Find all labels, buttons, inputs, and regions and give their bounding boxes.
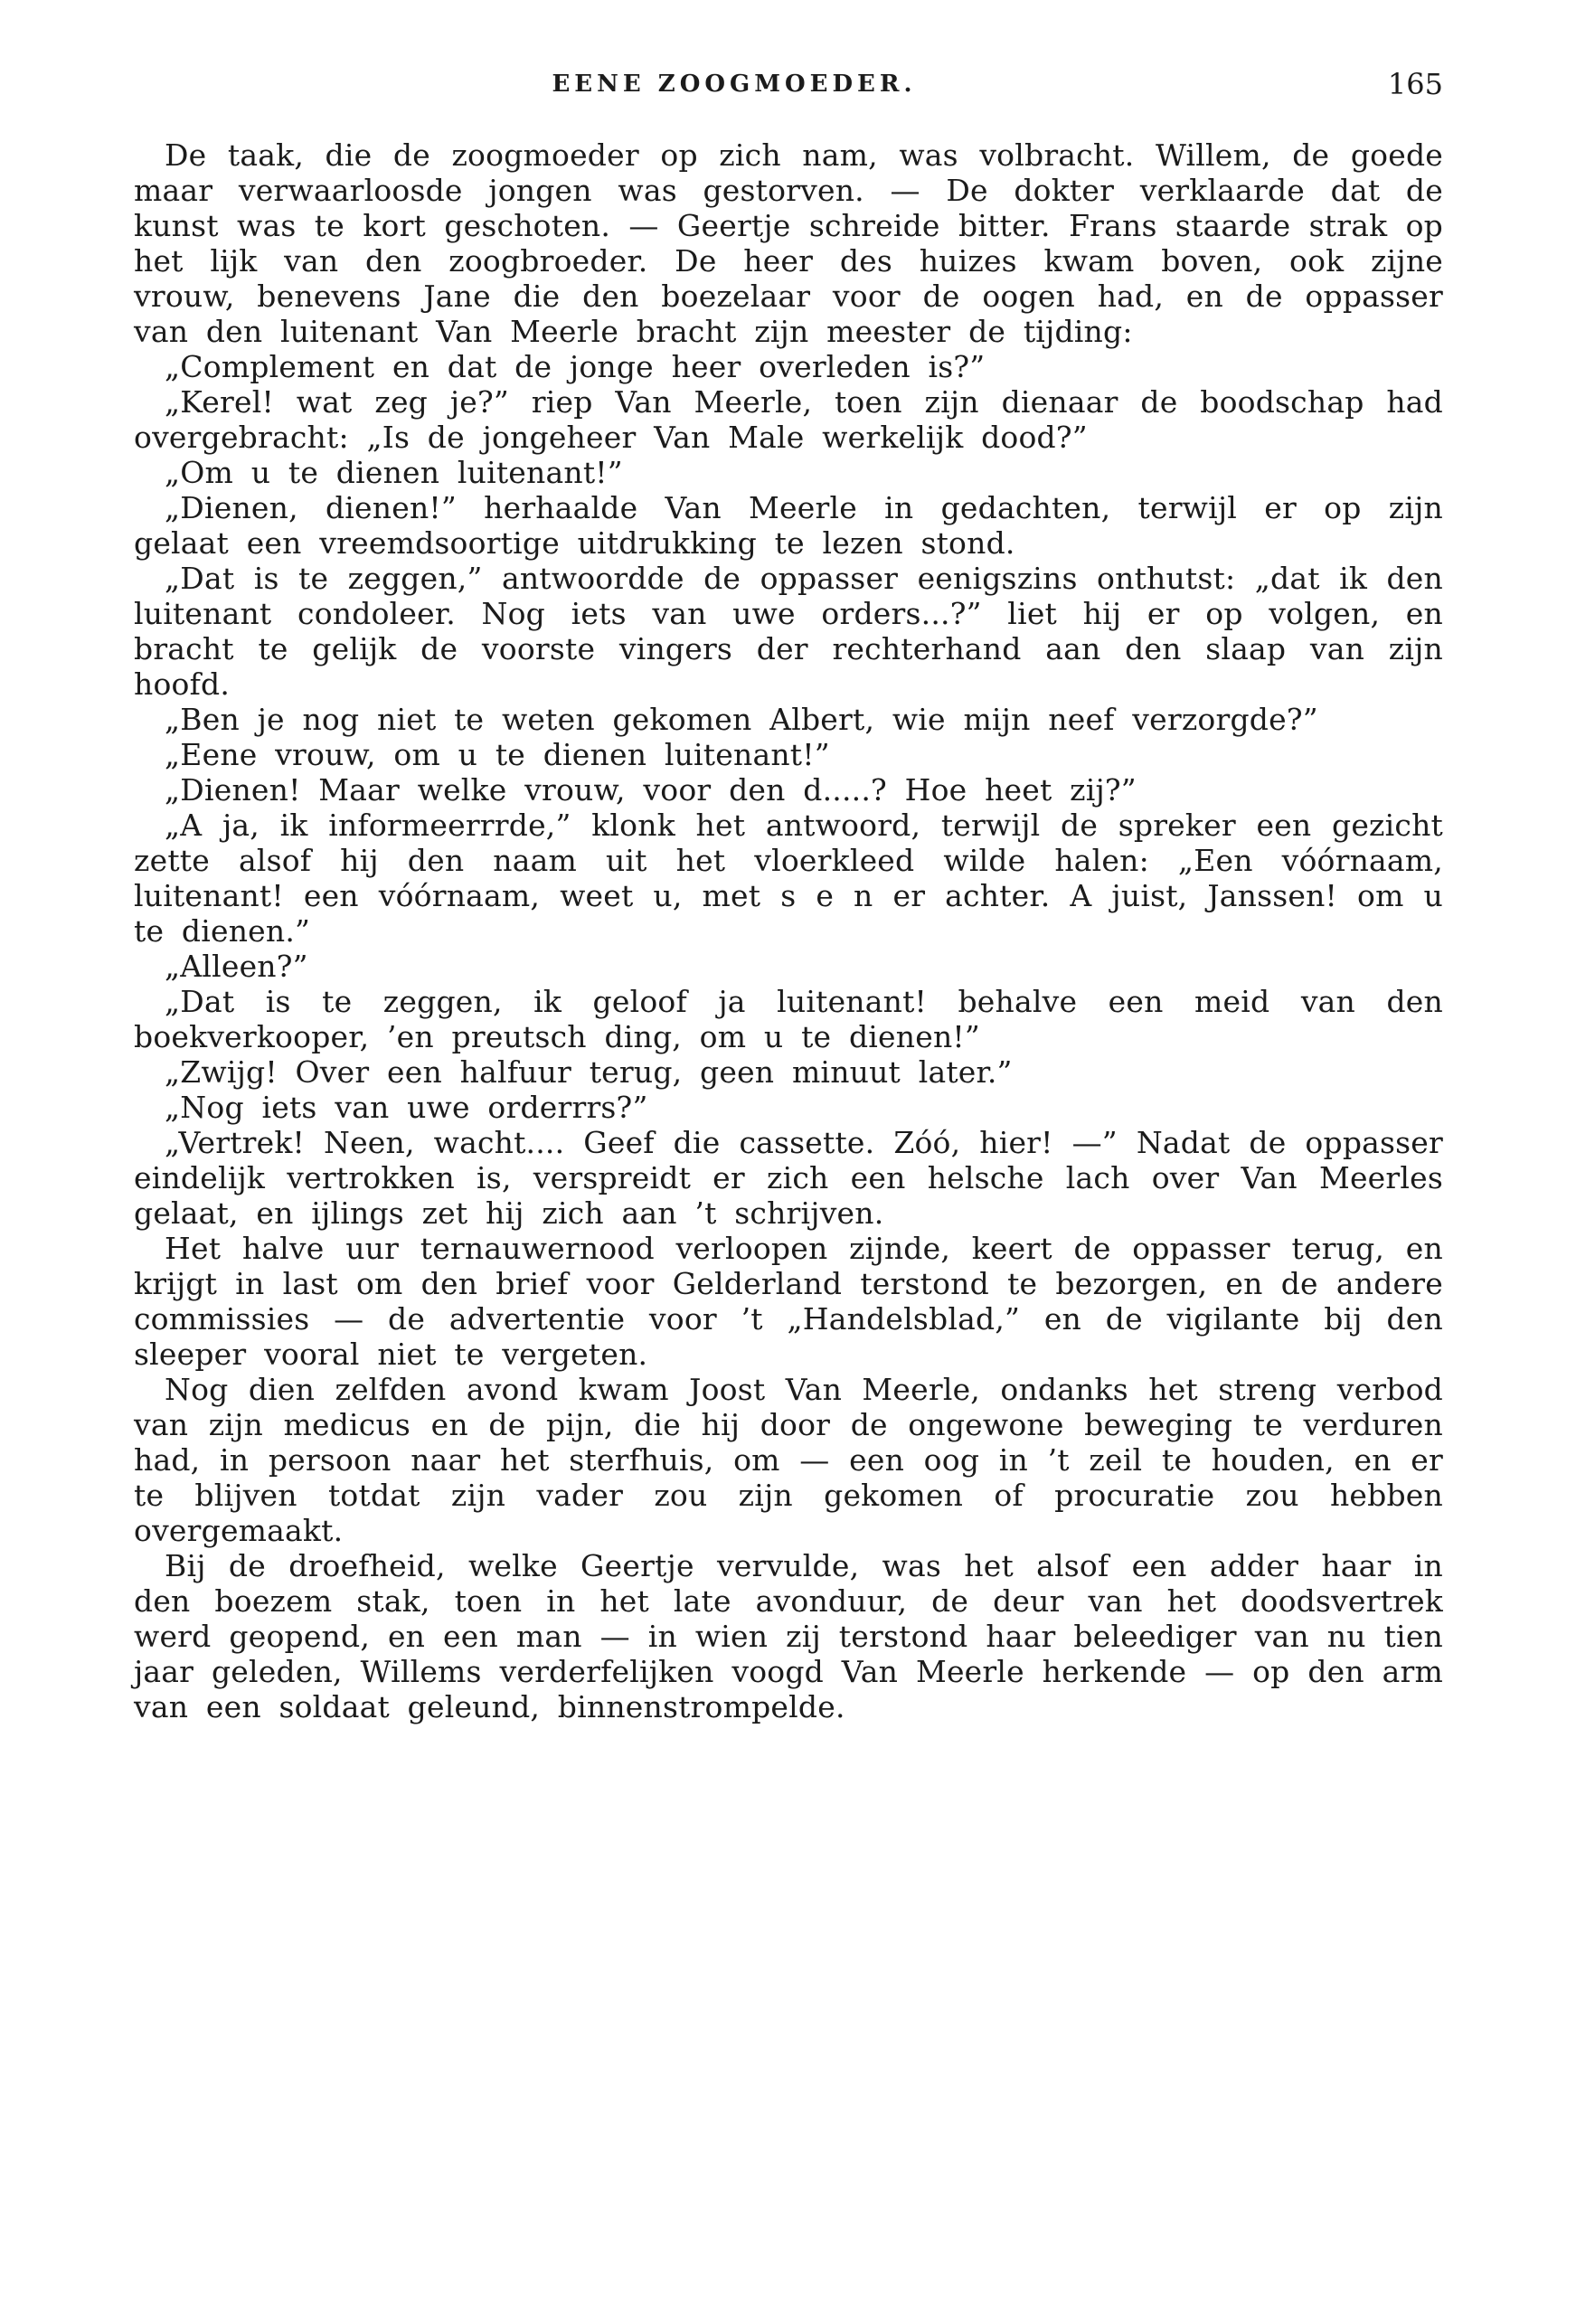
text-block: [134, 67, 1443, 1724]
paragraph: „Kerel! wat zeg je?” riep Van Meerle, toen zijn dienaar de boodschap had overgebracht: „Is de jongeheer Van Male werkelijk dood?”: [134, 384, 1443, 455]
paragraph: „Dienen! Maar welke vrouw, voor den d.....? Hoe heet zij?”: [165, 772, 1137, 808]
paragraph: Bij de droefheid, welke Geertje vervulde, was het alsof een adder haar in den boezem stak, toen in het late avonduur, de deur van het doodsvertrek werd geopend, en een man — in wien zij terstond haar beleediger van nu tien jaar geleden, Willems verderfelijken voogd Van Meerle herkende — op den arm van een soldaat geleund, binnenstrompelde.: [134, 1548, 1443, 1724]
paragraph: „Zwijg! Over een halfuur terug, geen minuut later.”: [165, 1054, 1013, 1090]
paragraph: „Nog iets van uwe orderrrs?”: [165, 1090, 648, 1125]
paragraph: Het halve uur ternauwernood verloopen zijnde, keert de oppasser terug, en krijgt in last om den brief voor Gelderland terstond te bezorgen, en de andere commissies — de advertentie voor ’t „Handelsblad,” en de vigilante bij den sleeper vooral niet te vergeten.: [134, 1231, 1443, 1372]
paragraph: „Om u te dienen luitenant!”: [165, 455, 623, 490]
paragraph: „Vertrek! Neen, wacht.... Geef die cassette. Zóó, hier! —” Nadat de oppasser eindelijk vertrokken is, verspreidt er zich een helsche lach over Van Meerles gelaat, en ijlings zet hij zich aan ’t schrijven.: [134, 1125, 1443, 1231]
running-header: [134, 67, 1443, 107]
paragraph: „Complement en dat de jonge heer overleden is?”: [165, 349, 986, 384]
page-number: 165: [1387, 67, 1443, 101]
paragraph: „Alleen?”: [165, 949, 308, 984]
body-text: [134, 137, 1443, 1724]
paragraph: „Dat is te zeggen, ik geloof ja luitenant! behalve een meid van den boekverkooper, ’en preutsch ding, om u te dienen!”: [134, 984, 1443, 1054]
paragraph: De taak, die de zoogmoeder op zich nam, was volbracht. Willem, de goede maar verwaarloosde jongen was gestorven. — De dokter verklaarde dat de kunst was te kort geschoten. — Geertje schreide bitter. Frans staarde strak op het lijk van den zoogbroeder. De heer des huizes kwam boven, ook zijne vrouw, benevens Jane die den boezelaar voor de oogen had, en de oppasser van den luitenant Van Meerle bracht zijn meester de tijding:: [134, 137, 1443, 349]
paragraph: „Dienen, dienen!” herhaalde Van Meerle in gedachten, terwijl er op zijn gelaat een vreemdsoortige uitdrukking te lezen stond.: [134, 490, 1443, 561]
paragraph: „A ja, ik informeerrrde,” klonk het antwoord, terwijl de spreker een gezicht zette alsof hij den naam uit het vloerkleed wilde halen: „Een vóórnaam, luitenant! een vóórnaam, weet u, met s e n er achter. A juist, Janssen! om u te dienen.”: [134, 808, 1443, 949]
paragraph: Nog dien zelfden avond kwam Joost Van Meerle, ondanks het streng verbod van zijn medicus en de pijn, die hij door de ongewone beweging te verduren had, in persoon naar het sterfhuis, om — een oog in ’t zeil te houden, en er te blijven totdat zijn vader zou zijn gekomen of procuratie zou hebben overgemaakt.: [134, 1372, 1443, 1548]
paragraph: „Dat is te zeggen,” antwoordde de oppasser eenigszins onthutst: „dat ik den luitenant condoleer. Nog iets van uwe orders...?” liet hij er op volgen, en bracht te gelijk de voorste vingers der rechterhand aan den slaap van zijn hoofd.: [134, 561, 1443, 702]
paragraph: „Ben je nog niet te weten gekomen Albert, wie mijn neef verzorgde?”: [165, 702, 1318, 737]
paragraph: „Eene vrouw, om u te dienen luitenant!”: [165, 737, 830, 772]
running-header-title: EENE ZOOGMOEDER.: [552, 71, 917, 98]
